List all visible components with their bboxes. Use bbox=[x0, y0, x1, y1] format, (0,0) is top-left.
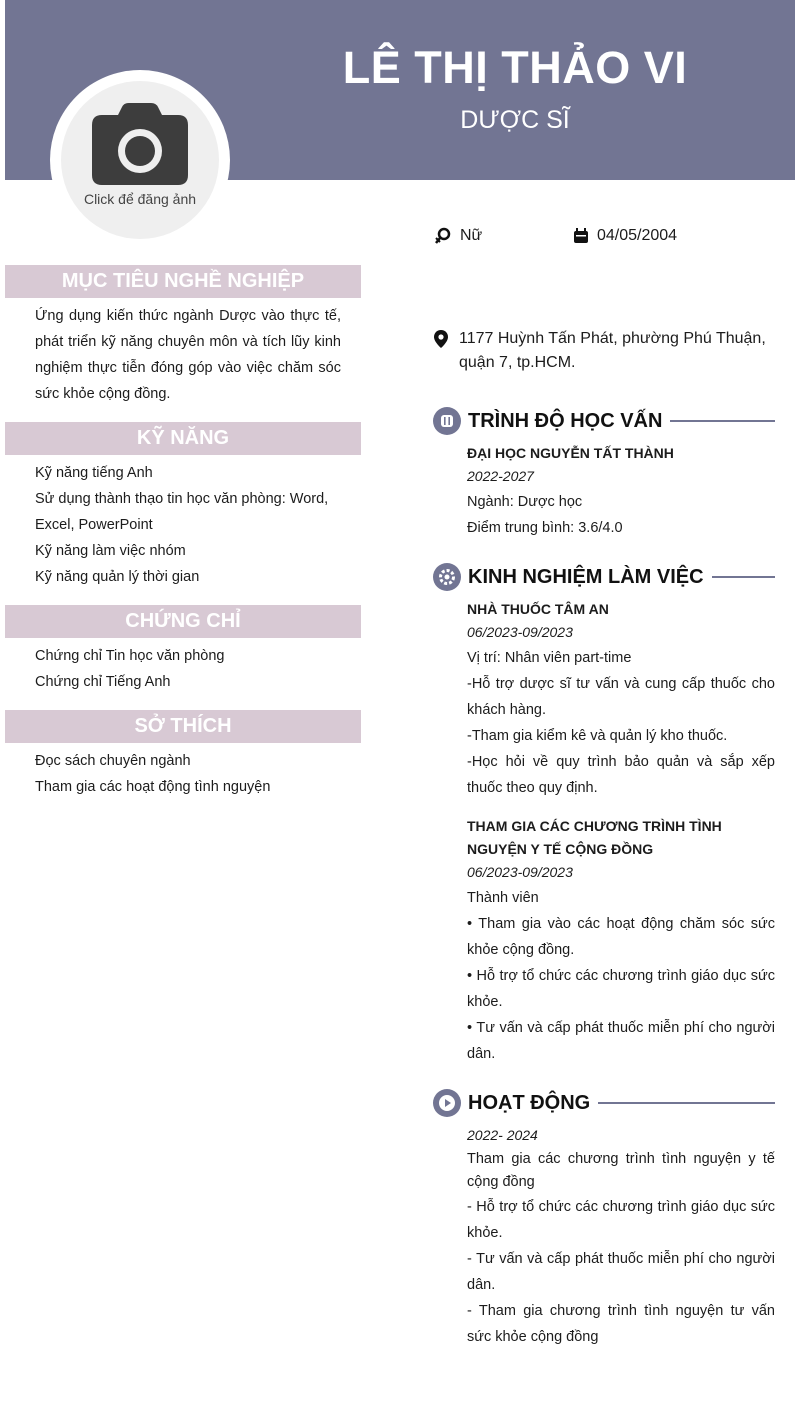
education-details bbox=[467, 489, 775, 541]
experience-section-header bbox=[433, 562, 775, 592]
list-item: Sử dụng thành thạo tin học văn phòng: Word, Excel, PowerPoint bbox=[35, 491, 329, 533]
skills-list bbox=[35, 460, 360, 590]
job-line: Thành viên bbox=[467, 890, 539, 906]
job-period: 06/2023-09/2023 bbox=[467, 624, 573, 640]
candidate-name: LÊ THỊ THẢO VI bbox=[342, 42, 688, 93]
school-name: ĐẠI HỌC NGUYỄN TẤT THÀNH bbox=[467, 445, 674, 461]
skills-heading: KỸ NĂNG bbox=[5, 422, 361, 455]
job-line: Vị trí: Nhân viên part-time bbox=[467, 650, 632, 666]
job-details bbox=[467, 645, 775, 801]
section-divider bbox=[712, 576, 775, 578]
calendar-icon bbox=[573, 228, 589, 244]
section-divider bbox=[670, 420, 775, 422]
job-line: -Học hỏi về quy trình bảo quản và sắp xếp thuốc theo quy định. bbox=[467, 754, 775, 796]
birthdate-info bbox=[573, 227, 677, 245]
gender-icon bbox=[434, 227, 452, 245]
education-gpa: Điểm trung bình: 3.6/4.0 bbox=[467, 520, 623, 536]
list-item: Đọc sách chuyên ngành bbox=[35, 753, 191, 769]
list-item: Chứng chỉ Tin học văn phòng bbox=[35, 648, 225, 664]
education-icon bbox=[433, 407, 461, 435]
job-title: DƯỢC SĨ bbox=[460, 106, 570, 134]
objective-text: Ứng dụng kiến thức ngành Dược vào thực tế, phát triển kỹ năng chuyên môn và tích lũy kinh nghiệm thực tiễn đóng góp vào việc chăm sóc sức khỏe cộng đồng. bbox=[35, 308, 341, 402]
activities-section-header bbox=[433, 1088, 775, 1118]
job-details bbox=[467, 885, 775, 1067]
hobbies-heading: SỞ THÍCH bbox=[5, 710, 361, 743]
job-org: THAM GIA CÁC CHƯƠNG TRÌNH TÌNH NGUYỆN Y TẾ CỘNG ĐỒNG bbox=[467, 818, 722, 857]
job-line: • Tư vấn và cấp phát thuốc miễn phí cho người dân. bbox=[467, 1020, 775, 1062]
address-value: 1177 Huỳnh Tấn Phát, phường Phú Thuận, quận 7, tp.HCM. bbox=[459, 330, 766, 371]
activities-heading: HOẠT ĐỘNG bbox=[468, 1091, 591, 1114]
avatar-caption: Click để đăng ảnh bbox=[83, 191, 197, 207]
job-line: • Tham gia vào các hoạt động chăm sóc sức khỏe cộng đồng. bbox=[467, 916, 775, 958]
objective-heading: MỤC TIÊU NGHỀ NGHIỆP bbox=[5, 265, 361, 298]
certificates-heading: CHỨNG CHỈ bbox=[5, 605, 361, 638]
list-item: Chứng chỉ Tiếng Anh bbox=[35, 674, 171, 690]
section-divider bbox=[598, 1102, 775, 1104]
activities-details bbox=[467, 1194, 775, 1350]
list-item: Tham gia các hoạt động tình nguyện bbox=[35, 779, 271, 795]
activities-intro: Tham gia các chương trình tình nguyện y tế cộng đồng bbox=[467, 1151, 775, 1190]
hobbies-list bbox=[35, 748, 360, 800]
experience-icon bbox=[433, 563, 461, 591]
experience-heading: KINH NGHIỆM LÀM VIỆC bbox=[468, 565, 704, 588]
activity-line: - Tham gia chương trình tình nguyện tư vấn sức khỏe cộng đồng bbox=[467, 1303, 775, 1345]
education-heading: TRÌNH ĐỘ HỌC VẤN bbox=[468, 409, 663, 432]
list-item: Kỹ năng làm việc nhóm bbox=[35, 543, 186, 559]
gender-info bbox=[434, 227, 482, 245]
avatar-upload[interactable] bbox=[61, 81, 219, 239]
camera-icon bbox=[92, 103, 188, 189]
activities-period: 2022- 2024 bbox=[467, 1127, 538, 1143]
certificates-list bbox=[35, 643, 360, 695]
activity-line: - Hỗ trợ tổ chức các chương trình giáo dục sức khỏe. bbox=[467, 1199, 775, 1241]
job-period: 06/2023-09/2023 bbox=[467, 864, 573, 880]
birthdate-value: 04/05/2004 bbox=[597, 227, 678, 244]
location-pin-icon bbox=[434, 330, 448, 348]
education-major: Ngành: Dược học bbox=[467, 494, 583, 510]
job-line: -Tham gia kiểm kê và quản lý kho thuốc. bbox=[467, 728, 728, 744]
list-item: Kỹ năng quản lý thời gian bbox=[35, 569, 200, 585]
activity-line: - Tư vấn và cấp phát thuốc miễn phí cho người dân. bbox=[467, 1251, 775, 1293]
list-item: Kỹ năng tiếng Anh bbox=[35, 465, 153, 481]
job-line: • Hỗ trợ tổ chức các chương trình giáo dục sức khỏe. bbox=[467, 968, 775, 1010]
gender-value: Nữ bbox=[460, 227, 483, 244]
activities-icon bbox=[433, 1089, 461, 1117]
education-period: 2022-2027 bbox=[467, 468, 534, 484]
job-line: -Hỗ trợ dược sĩ tư vấn và cung cấp thuốc cho khách hàng. bbox=[467, 676, 775, 718]
job-org: NHÀ THUỐC TÂM AN bbox=[467, 601, 609, 617]
education-section-header bbox=[433, 406, 775, 436]
